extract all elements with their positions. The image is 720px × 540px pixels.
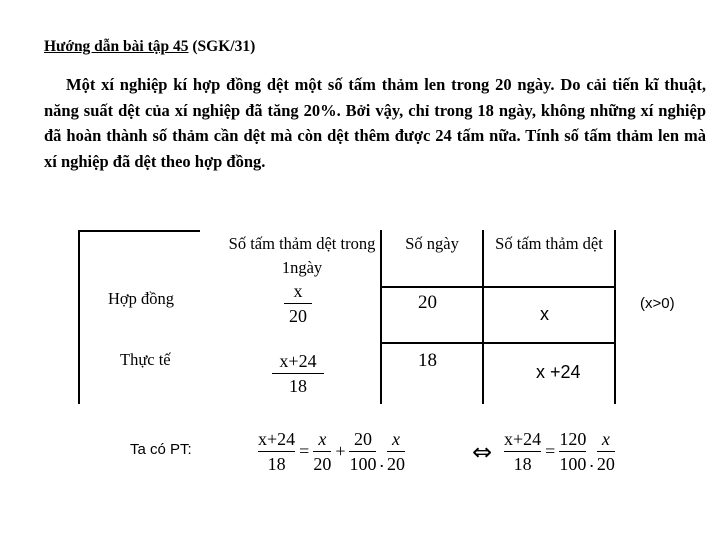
fraction-bar [349, 451, 376, 452]
equation-label: Ta có PT: [130, 441, 192, 458]
contract-days: 20 [418, 292, 437, 313]
table-top-border [78, 230, 200, 232]
fraction-rate [559, 428, 586, 475]
contract-total: x [540, 304, 549, 324]
table-row-sep-1 [380, 286, 614, 288]
header-total: Số tấm thảm dệt [495, 234, 603, 253]
actual-days: 18 [418, 350, 437, 371]
table-col-sep-2 [482, 230, 484, 404]
fraction-numerator: x [318, 429, 327, 449]
problem-text: Một xí nghiệp kí hợp đồng dệt một số tấm thảm len trong 20 ngày. Do cải tiến kĩ thuật, năng suất dệt của xí nghiệp đã tăng 20%. Bởi vậy, chỉ trong 18 ngày, không những xí nghiệp đã hoàn thành số thảm cần dệt mà còn dệt thêm được 24 tấm nữa. Tính số tấm thảm len mà xí nghiệp đã dệt theo hợp đồng. [44, 75, 706, 171]
fraction-denominator: 18 [513, 454, 532, 474]
multiply-dot: . [379, 451, 384, 471]
fraction-term-2 [349, 428, 376, 475]
equation-simplified [504, 428, 615, 475]
title-source: (SGK/31) [188, 38, 256, 55]
actual-total: x +24 [536, 362, 581, 382]
row-label-actual: Thực tế [120, 350, 171, 369]
fraction-denominator: 100 [559, 454, 587, 474]
slide-title [44, 38, 255, 56]
fraction-bar [284, 303, 312, 304]
fraction-lhs [258, 428, 295, 475]
equals-sign: = [299, 441, 310, 461]
fraction-denominator: 100 [349, 454, 377, 474]
equation-original [258, 428, 405, 475]
multiply-dot: . [589, 451, 594, 471]
fraction-numerator: x [293, 281, 303, 301]
table-row-sep-2 [380, 342, 614, 344]
table-left-border [78, 230, 80, 404]
variable-condition: (x>0) [640, 295, 675, 312]
fraction-denominator: 18 [289, 376, 307, 396]
header-days: Số ngày [405, 234, 459, 253]
fraction-bar [272, 373, 324, 374]
fraction-contract-per-day [284, 280, 312, 327]
fraction-term-1 [313, 428, 331, 475]
header-per-day: Số tấm thảm dệt trong 1ngày [228, 234, 376, 277]
title-underlined: Hướng dẫn bài tập 45 [44, 38, 189, 55]
fraction-numerator: 20 [353, 429, 372, 449]
fraction-numerator: x+24 [279, 351, 317, 371]
fraction-lhs [504, 428, 541, 475]
fraction-bar [258, 451, 295, 452]
fraction-bar [313, 451, 331, 452]
fraction-denominator: 20 [596, 454, 615, 474]
fraction-bar [504, 451, 541, 452]
table-col-sep-3 [614, 230, 616, 404]
fraction-x [597, 428, 615, 475]
plus-sign: + [335, 441, 346, 461]
fraction-denominator: 20 [313, 454, 332, 474]
fraction-actual-per-day [272, 350, 324, 397]
fraction-numerator: x+24 [258, 429, 296, 449]
fraction-denominator: 20 [289, 306, 307, 326]
fraction-term-3 [387, 428, 405, 475]
equals-sign: = [545, 441, 556, 461]
equivalence-arrow-icon: ⇔ [472, 438, 493, 466]
fraction-numerator: 120 [559, 429, 587, 449]
fraction-numerator: x [601, 429, 610, 449]
fraction-bar [559, 451, 586, 452]
fraction-numerator: x+24 [504, 429, 542, 449]
fraction-denominator: 20 [386, 454, 405, 474]
fraction-bar [387, 451, 405, 452]
row-label-contract: Hợp đồng [108, 289, 175, 308]
fraction-denominator: 18 [267, 454, 286, 474]
fraction-numerator: x [391, 429, 400, 449]
fraction-bar [597, 451, 615, 452]
